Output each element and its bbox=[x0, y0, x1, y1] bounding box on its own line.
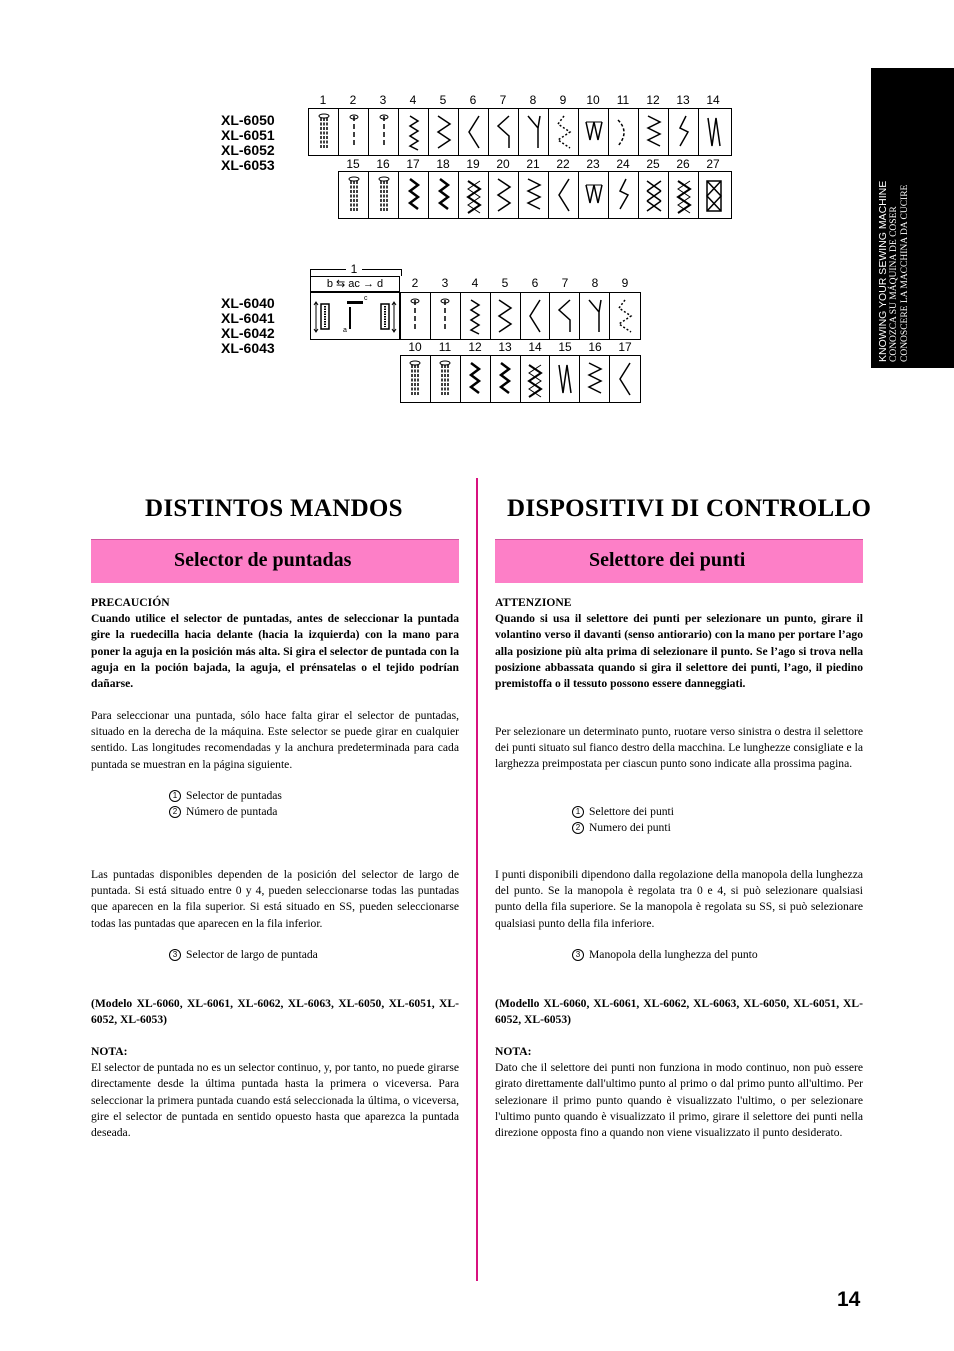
chart2-models bbox=[221, 296, 275, 356]
stitch-number: 27 bbox=[706, 157, 720, 171]
stitch-cell bbox=[429, 172, 459, 218]
stitch-cell bbox=[401, 293, 431, 339]
callout-number: 3 bbox=[169, 949, 181, 961]
stitch-cell bbox=[399, 109, 429, 155]
stitch-cell bbox=[339, 172, 369, 218]
selector-label-box bbox=[310, 276, 400, 292]
stitch-number: 6 bbox=[531, 276, 539, 290]
chart2-bottom-stitch-row bbox=[400, 355, 641, 403]
caution-text: Cuando utilice el selector de puntadas, antes de seleccionar la puntada gire la ruedecilla hacia delante (hacia la izquierda) con la mano para poner la aguja en la posición más alta. Si gira el selector de puntada con la aguja en la poción bajada, la aguja, el prénsatelas o el tejido podrían dañarse. bbox=[91, 612, 459, 691]
caption-text: Número de puntada bbox=[186, 805, 278, 819]
stitch-cell bbox=[491, 356, 521, 402]
stitch-cell bbox=[610, 356, 640, 402]
paragraph-text: Las puntadas disponibles dependen de la posición del selector de largo de puntada. Si está situado entre 0 y 4, pueden seleccionarse todas las puntadas que aparecen en la fila superior. Si está situado en SS, pueden seleccionarse todas las puntadas que aparecen en la fila inferior. bbox=[91, 868, 459, 930]
stitch-pattern-icon bbox=[403, 359, 427, 399]
stitch-cell bbox=[521, 356, 551, 402]
stitch-pattern-icon bbox=[523, 296, 547, 336]
stitch-cell bbox=[489, 109, 519, 155]
stitch-number: 16 bbox=[588, 340, 602, 354]
caption-item bbox=[169, 788, 282, 804]
callout-number: 1 bbox=[572, 806, 584, 818]
stitch-pattern-icon bbox=[433, 359, 457, 399]
stitch-pattern-icon bbox=[312, 112, 336, 152]
chart2-top-stitch-row bbox=[400, 292, 641, 340]
chart1-top-numbers bbox=[308, 93, 732, 107]
stitch-pattern-icon bbox=[552, 175, 576, 215]
stitch-cell bbox=[491, 293, 521, 339]
stitch-cell bbox=[519, 172, 549, 218]
page-number: 14 bbox=[837, 1288, 861, 1311]
italian-subheading-bar bbox=[495, 539, 863, 583]
stitch-pattern-icon bbox=[553, 359, 577, 399]
stitch-number: 8 bbox=[529, 93, 537, 107]
stitch-number: 2 bbox=[411, 276, 419, 290]
stitch-cell bbox=[459, 109, 489, 155]
stitch-cell bbox=[399, 172, 429, 218]
tab-spanish-label: CONOZCA SU MÁQUINA DE COSER bbox=[889, 206, 899, 362]
caption-item bbox=[572, 820, 674, 836]
stitch-pattern-icon bbox=[492, 175, 516, 215]
stitch-number: 8 bbox=[591, 276, 599, 290]
stitch-cell bbox=[669, 109, 699, 155]
stitch-cell bbox=[550, 356, 580, 402]
stitch-number: 21 bbox=[526, 157, 540, 171]
stitch-number: 6 bbox=[469, 93, 477, 107]
model-label: XL-6040 bbox=[221, 295, 275, 311]
chart1-bottom-stitch-row bbox=[338, 171, 732, 219]
stitch-cell bbox=[339, 109, 369, 155]
italian-note bbox=[495, 1044, 863, 1141]
stitch-number: 4 bbox=[409, 93, 417, 107]
stitch-cell bbox=[580, 356, 610, 402]
stitch-number: 16 bbox=[376, 157, 390, 171]
chart2-bottom-numbers bbox=[400, 340, 641, 354]
model-label: XL-6052 bbox=[221, 142, 275, 158]
stitch-cell bbox=[429, 109, 459, 155]
italian-models-note: (Modello XL-6060, XL-6061, XL-6062, XL-6063, XL-6050, XL-6051, XL-6052, XL-6053) bbox=[495, 997, 863, 1027]
stitch-pattern-icon bbox=[493, 359, 517, 399]
stitch-pattern-icon bbox=[583, 296, 607, 336]
stitch-number: 7 bbox=[499, 93, 507, 107]
caption-item bbox=[572, 804, 674, 820]
model-label: XL-6042 bbox=[221, 325, 275, 341]
stitch-cell bbox=[431, 293, 461, 339]
paragraph-text: Para seleccionar una puntada, sólo hace falta girar el selector de puntadas, situado en la derecha de la máquina. Este selector se puede girar en cualquier sentido. Las longitudes recomendadas y la anchura predeterminada para cada puntada se muestran en la página siguiente. bbox=[91, 709, 459, 771]
stitch-number: 12 bbox=[468, 340, 482, 354]
model-label: XL-6041 bbox=[221, 310, 275, 326]
caption-text: Selettore dei punti bbox=[589, 805, 675, 818]
stitch-pattern-icon bbox=[522, 112, 546, 152]
italian-subheading: Selettore dei punti bbox=[589, 549, 746, 571]
stitch-number: 10 bbox=[586, 93, 600, 107]
stitch-number: 22 bbox=[556, 157, 570, 171]
stitch-pattern-icon bbox=[433, 296, 457, 336]
stitch-pattern-icon bbox=[523, 359, 547, 399]
spanish-captions-1 bbox=[169, 788, 282, 820]
caption-text: Numero dei punti bbox=[589, 821, 671, 835]
tab-english-label: KNOWING YOUR SEWING MACHINE bbox=[877, 180, 889, 362]
note-title: NOTA: bbox=[495, 1045, 532, 1058]
stitch-cell bbox=[610, 293, 640, 339]
italian-heading: DISPOSITIVI DI CONTROLLO bbox=[507, 495, 872, 522]
stitch-pattern-icon bbox=[553, 296, 577, 336]
swap-arrow-icon: ⇆ bbox=[336, 278, 346, 290]
stitch-pattern-icon bbox=[612, 175, 636, 215]
stitch-pattern-icon bbox=[702, 175, 726, 215]
caption-text: Manopola della lunghezza del punto bbox=[589, 948, 758, 961]
model-label: XL-6043 bbox=[221, 340, 275, 356]
italian-caption-3 bbox=[572, 947, 758, 963]
spanish-paragraph-1 bbox=[91, 708, 459, 773]
stitch-pattern-icon bbox=[583, 359, 607, 399]
stitch-number: 10 bbox=[408, 340, 422, 354]
chart1-bottom-numbers bbox=[338, 157, 732, 171]
sub-label-a: a bbox=[343, 327, 347, 334]
stitch-number: 1 bbox=[319, 93, 327, 107]
stitch-pattern-icon bbox=[522, 175, 546, 215]
right-arrow-icon: → bbox=[362, 278, 374, 290]
chart1-top-stitch-row bbox=[308, 108, 732, 156]
stitch-pattern-icon bbox=[612, 112, 636, 152]
stitch-number: 3 bbox=[441, 276, 449, 290]
stitch-pattern-icon bbox=[402, 112, 426, 152]
italian-captions-1 bbox=[572, 804, 674, 836]
stitch-number: 26 bbox=[676, 157, 690, 171]
stitch-pattern-icon bbox=[552, 112, 576, 152]
stitch-pattern-icon bbox=[702, 112, 726, 152]
stitch-number: 3 bbox=[379, 93, 387, 107]
stitch-cell bbox=[459, 172, 489, 218]
spanish-heading: DISTINTOS MANDOS bbox=[145, 495, 403, 522]
stitch-cell bbox=[579, 109, 609, 155]
callout-number: 2 bbox=[572, 822, 584, 834]
stitch-pattern-icon bbox=[493, 296, 517, 336]
stitch-number: 5 bbox=[501, 276, 509, 290]
stitch-cell bbox=[519, 109, 549, 155]
chart1-models bbox=[221, 113, 275, 173]
selector-label-ac: ac bbox=[348, 278, 360, 290]
spanish-note bbox=[91, 1044, 459, 1141]
caution-title: PRECAUCIÓN bbox=[91, 596, 170, 609]
stitch-cell bbox=[549, 109, 579, 155]
stitch-cell bbox=[549, 172, 579, 218]
callout-number: 1 bbox=[169, 790, 181, 802]
note-text: El selector de puntada no es un selector continuo, y, por tanto, no puede girarse directamente desde la última puntada hasta la primera o viceversa. Para seleccionar la primera puntada cuando está seleccionada la última, o viceversa, gire el selector de puntada en sentido opuesto hasta que aparezca la puntada deseada. bbox=[91, 1061, 459, 1140]
model-label: XL-6053 bbox=[221, 157, 275, 173]
stitch-number: 13 bbox=[498, 340, 512, 354]
stitch-cell bbox=[580, 293, 610, 339]
spanish-caution bbox=[91, 595, 459, 692]
stitch-cell bbox=[489, 172, 519, 218]
stitch-pattern-icon bbox=[372, 175, 396, 215]
stitch-number: 20 bbox=[496, 157, 510, 171]
paragraph-text: Per selezionare un determinato punto, ruotare verso sinistra o destra il selettore dei punti situato sul fianco destro della macchina. Le lunghezze consigliate e la larghezza preimpostata per ciascun punto sono indicate alla prossima pagina. bbox=[495, 725, 863, 771]
stitch-cell bbox=[309, 109, 339, 155]
stitch-number: 9 bbox=[559, 93, 567, 107]
stitch-pattern-icon bbox=[432, 175, 456, 215]
stitch-cell bbox=[639, 172, 669, 218]
caution-title: ATTENZIONE bbox=[495, 596, 572, 609]
stitch-number: 15 bbox=[346, 157, 360, 171]
stitch-number: 24 bbox=[616, 157, 630, 171]
paragraph-text: I punti disponibili dipendono dalla regolazione della manopola della lunghezza del punto. Se la manopola è regolata tra 0 e 4, si può selezionare qualsiasi punto della fila superiore. Se la manopola è regolata su SS, si può selezionare qualsiasi punto della fila inferiore. bbox=[495, 868, 863, 930]
tab-italian-label: CONOSCERE LA MACCHINA DA CUCIRE bbox=[900, 184, 910, 362]
buttonhole-cell bbox=[310, 292, 400, 340]
stitch-number: 17 bbox=[618, 340, 632, 354]
stitch-cell bbox=[461, 293, 491, 339]
stitch-cell bbox=[639, 109, 669, 155]
stitch-number: 14 bbox=[706, 93, 720, 107]
spanish-subheading: Selector de puntadas bbox=[174, 549, 352, 571]
stitch-number: 4 bbox=[471, 276, 479, 290]
buttonhole-stitch-icon bbox=[311, 293, 399, 339]
selector-label-d: d bbox=[377, 278, 384, 290]
stitch-cell bbox=[461, 356, 491, 402]
stitch-cell bbox=[369, 172, 399, 218]
italian-paragraph-1 bbox=[495, 724, 863, 773]
stitch-cell bbox=[699, 172, 729, 218]
stitch-number: 17 bbox=[406, 157, 420, 171]
stitch-number: 11 bbox=[616, 93, 630, 107]
stitch-pattern-icon bbox=[582, 175, 606, 215]
column-divider bbox=[476, 478, 478, 1281]
selector-label-b: b bbox=[326, 278, 333, 290]
sub-label-c: c bbox=[364, 295, 368, 302]
stitch-cell bbox=[401, 356, 431, 402]
stitch-pattern-icon bbox=[613, 359, 637, 399]
italian-paragraph-2 bbox=[495, 867, 863, 932]
spanish-models-note: (Modelo XL-6060, XL-6061, XL-6062, XL-6063, XL-6050, XL-6051, XL-6052, XL-6053) bbox=[91, 997, 459, 1027]
stitch-cell bbox=[521, 293, 551, 339]
stitch-pattern-icon bbox=[492, 112, 516, 152]
stitch-pattern-icon bbox=[672, 112, 696, 152]
stitch-number: 18 bbox=[436, 157, 450, 171]
stitch-number: 15 bbox=[558, 340, 572, 354]
stitch-pattern-icon bbox=[403, 296, 427, 336]
stitch-number: 11 bbox=[438, 340, 452, 354]
stitch-pattern-icon bbox=[613, 296, 637, 336]
stitch-number: 12 bbox=[646, 93, 660, 107]
stitch-cell bbox=[431, 356, 461, 402]
stitch-cell bbox=[609, 172, 639, 218]
model-label: XL-6051 bbox=[221, 127, 275, 143]
stitch-pattern-icon bbox=[672, 175, 696, 215]
chart2-top-numbers bbox=[400, 276, 641, 290]
note-title: NOTA: bbox=[91, 1045, 128, 1058]
stitch-number: 23 bbox=[586, 157, 600, 171]
model-label: XL-6050 bbox=[221, 112, 275, 128]
stitch-number: 13 bbox=[676, 93, 690, 107]
stitch-pattern-icon bbox=[463, 359, 487, 399]
stitch-pattern-icon bbox=[462, 175, 486, 215]
spanish-subheading-bar bbox=[91, 539, 459, 583]
stitch-pattern-icon bbox=[462, 112, 486, 152]
stitch-cell bbox=[550, 293, 580, 339]
selector-number: 1 bbox=[346, 262, 362, 276]
stitch-pattern-icon bbox=[642, 175, 666, 215]
stitch-number: 25 bbox=[646, 157, 660, 171]
caption-item bbox=[169, 804, 282, 820]
italian-caution bbox=[495, 595, 863, 692]
note-text: Dato che il selettore dei punti non funziona in modo continuo, non può essere girato direttamente dall'ultimo punto al primo o dal primo punto all'ultimo. Per selezionare il primo punto quando è visualizzato l'ultimo, o per selezionare l'ultimo punto quando è visualizzato il primo, girare il selettore dei punti nella direzione opposta fino a quando non viene visualizzato il punto desiderato. bbox=[495, 1061, 863, 1140]
stitch-cell bbox=[579, 172, 609, 218]
stitch-number: 14 bbox=[528, 340, 542, 354]
stitch-cell bbox=[699, 109, 729, 155]
stitch-pattern-icon bbox=[582, 112, 606, 152]
stitch-cell bbox=[669, 172, 699, 218]
callout-number: 3 bbox=[572, 949, 584, 961]
spanish-paragraph-2 bbox=[91, 867, 459, 932]
spanish-caption-3 bbox=[169, 947, 318, 963]
caution-text: Quando si usa il selettore dei punti per selezionare un punto, girare il volantino verso il davanti (senso antiorario) con la mano per portare l’ago alla posizione più alta prima di selezionare il punto. Se l’ago si trova nella posizione abbassata quando si gira il selettore dei punti, l’ago, il piedino premistoffa o il tessuto possono essere danneggiati. bbox=[495, 612, 863, 691]
stitch-pattern-icon bbox=[432, 112, 456, 152]
stitch-cell bbox=[609, 109, 639, 155]
callout-number: 2 bbox=[169, 806, 181, 818]
stitch-number: 7 bbox=[561, 276, 569, 290]
caption-text: Selector de puntadas bbox=[186, 789, 282, 802]
stitch-number: 9 bbox=[621, 276, 629, 290]
stitch-pattern-icon bbox=[342, 175, 366, 215]
stitch-pattern-icon bbox=[463, 296, 487, 336]
stitch-pattern-icon bbox=[402, 175, 426, 215]
caption-text: Selector de largo de puntada bbox=[186, 948, 318, 961]
stitch-pattern-icon bbox=[642, 112, 666, 152]
stitch-pattern-icon bbox=[372, 112, 396, 152]
section-tab bbox=[871, 68, 954, 368]
stitch-cell bbox=[369, 109, 399, 155]
stitch-number: 5 bbox=[439, 93, 447, 107]
stitch-number: 19 bbox=[466, 157, 480, 171]
stitch-number: 2 bbox=[349, 93, 357, 107]
stitch-pattern-icon bbox=[342, 112, 366, 152]
